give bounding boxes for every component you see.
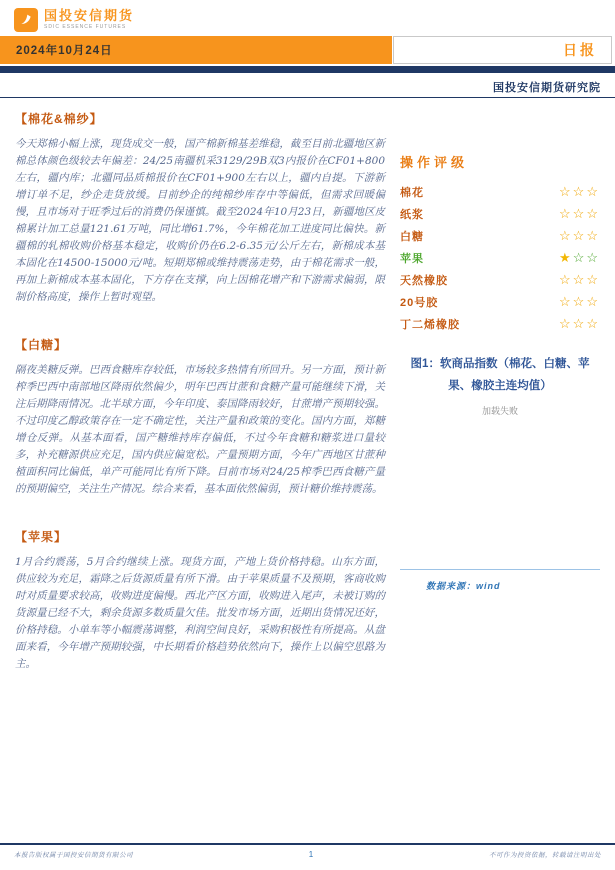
institute-underline xyxy=(0,97,615,98)
rating-name: 苹果 xyxy=(400,253,424,265)
figure-caption: 图1：软商品指数（棉花、白糖、苹果、橡胶主连均值） xyxy=(410,358,590,393)
footer-disclaimer: 不可作为投资依据，转载请注明出处 xyxy=(488,852,601,859)
rating-row-pulp xyxy=(400,203,600,225)
rating-stars xyxy=(559,250,600,266)
report-date: 2024年10月24日 xyxy=(16,45,113,57)
rating-stars xyxy=(559,206,600,222)
section-sugar xyxy=(15,336,385,498)
footer-divider-bar xyxy=(0,843,615,845)
footer xyxy=(0,850,615,859)
rating-stars xyxy=(559,228,600,244)
star-empty-icon: ☆☆☆ xyxy=(559,228,600,243)
rating-name: 丁二烯橡胶 xyxy=(400,319,460,331)
report-type-box xyxy=(393,36,612,64)
section-body-apple: 1月合约震荡，5月合约继续上涨。现货方面，产地上货价格持稳。山东方面，供应较为充足，霜降之后货源质量有所下滑。由于苹果质量不及预期，客商收购时对质量要求较高，收购进度偏慢。西北产区方面，收购进入尾声，未被订购的货源量已经不大，剩余货源多数质量欠佳。批发市场方面，近期出货情况还好，价格持稳。小单车等小幅震荡调整，利润空间良好，采购积极性有所提高。从盘面来看，今年增产预期较强，中长期看价格趋势依然向下，操作上以偏空思路为主。 xyxy=(15,556,385,670)
rating-name: 棉花 xyxy=(400,187,424,199)
rating-row-cotton xyxy=(400,181,600,203)
star-empty-icon: ☆☆ xyxy=(572,250,600,265)
rating-stars xyxy=(559,294,600,310)
star-empty-icon: ☆☆☆ xyxy=(559,184,600,199)
rating-name: 白糖 xyxy=(400,231,424,243)
footer-copyright: 本报告版权属于国投安信期货有限公司 xyxy=(14,852,133,859)
company-logo xyxy=(14,8,134,32)
section-cotton xyxy=(15,110,385,306)
ratings-title: 操作评级 xyxy=(400,155,469,170)
footer-page-number: 1 xyxy=(308,850,314,859)
star-empty-icon: ☆☆☆ xyxy=(559,294,600,309)
rating-stars xyxy=(559,184,600,200)
rating-name: 20号胶 xyxy=(400,297,439,309)
section-title-cotton: 【棉花&棉纱】 xyxy=(15,112,103,126)
star-empty-icon: ☆☆☆ xyxy=(559,316,600,331)
report-type-label: 日报 xyxy=(563,42,597,58)
rating-stars xyxy=(559,316,600,332)
section-body-sugar: 隔夜美糖反弹。巴西食糖库存较低，市场较多热情有所回升。另一方面，预计新榨季巴西中南部地区降雨依然偏少，明年巴西甘蔗和食糖产量可能继续下滑，关注后期降雨情况。北半球方面，今年印度、泰国降雨较好，甘蔗增产预期较强。不过印度乙醇政策存在一定不确定性，关注产量和政策的变化。国内方面，郑糖增仓反弹。从基本面看，国产糖维持库存偏低，不过今年食糖和糖浆进口量较多，补充糖源供应充足，国内供应偏宽松。产量预期方面，今年广西地区甘蔗种植面积同比偏低，单产可能同比有所下降。目前市场对24/25榨季巴西食糖产量的预期偏空，关注生产情况。综合来看，基本面依然偏弱，预计糖价维持震荡。 xyxy=(15,364,385,495)
section-body-cotton: 今天郑棉小幅上涨，现货成交一般，国产棉新棉基差维稳，截至目前北疆地区新棉总体颜色级较去年偏差：24/25南疆机采3129/29B双3内报价在CF01+800左右，疆内库；北疆同品质棉报价在CF01+900左右以上，疆内自提。下游新增订单不足，纱企走货放缓。目前纱企的纯棉纱库存中等偏低，但需求回暖偏慢，且市场对于旺季过后的消费仍保谨慎。截至2024年10月23日，新疆地区皮棉累计加工总量121.61万吨，同比增61.7%，今年棉花加工进度同比偏快。新疆棉的轧棉收购价格基本稳定，收购价仍在6.2-6.35元/公斤左右，新棉成本基本固化在14500-15000元/吨。短期郑棉或维持震荡走势，由于棉花需求一般，再加上新棉成本基本固化，下方存在支撑，向上因棉花增产和下游需求偏弱，限制价格高度，操作上暂时观望。 xyxy=(15,138,385,303)
company-name-en: SDIC ESSENCE FUTURES xyxy=(44,24,127,31)
section-title-sugar: 【白糖】 xyxy=(15,338,68,352)
company-logo-icon xyxy=(14,8,38,32)
date-bar xyxy=(0,36,392,64)
rating-name: 天然橡胶 xyxy=(400,275,448,287)
data-source-note: 数据来源：wind xyxy=(426,580,501,591)
report-body-column xyxy=(15,110,385,703)
rating-row-apple xyxy=(400,247,600,269)
star-filled-icon: ★ xyxy=(559,250,573,265)
institute-name: 国投安信期货研究院 xyxy=(493,82,601,94)
company-name: 国投安信期货 xyxy=(44,8,135,24)
rating-row-no20-rubber xyxy=(400,291,600,313)
rating-row-natural-rubber xyxy=(400,269,600,291)
company-logo-text xyxy=(44,9,134,31)
source-divider-line xyxy=(400,569,600,570)
ratings-sidebar xyxy=(400,152,600,592)
header-divider-bar xyxy=(0,66,615,73)
section-apple xyxy=(15,528,385,673)
rating-stars xyxy=(559,272,600,288)
star-empty-icon: ☆☆☆ xyxy=(559,272,600,287)
rating-row-butadiene-rubber xyxy=(400,313,600,335)
star-empty-icon: ☆☆☆ xyxy=(559,206,600,221)
rating-name: 纸浆 xyxy=(400,209,424,221)
rating-row-sugar xyxy=(400,225,600,247)
figure-load-error-text: 加载失败 xyxy=(481,405,518,416)
section-title-apple: 【苹果】 xyxy=(15,530,68,544)
